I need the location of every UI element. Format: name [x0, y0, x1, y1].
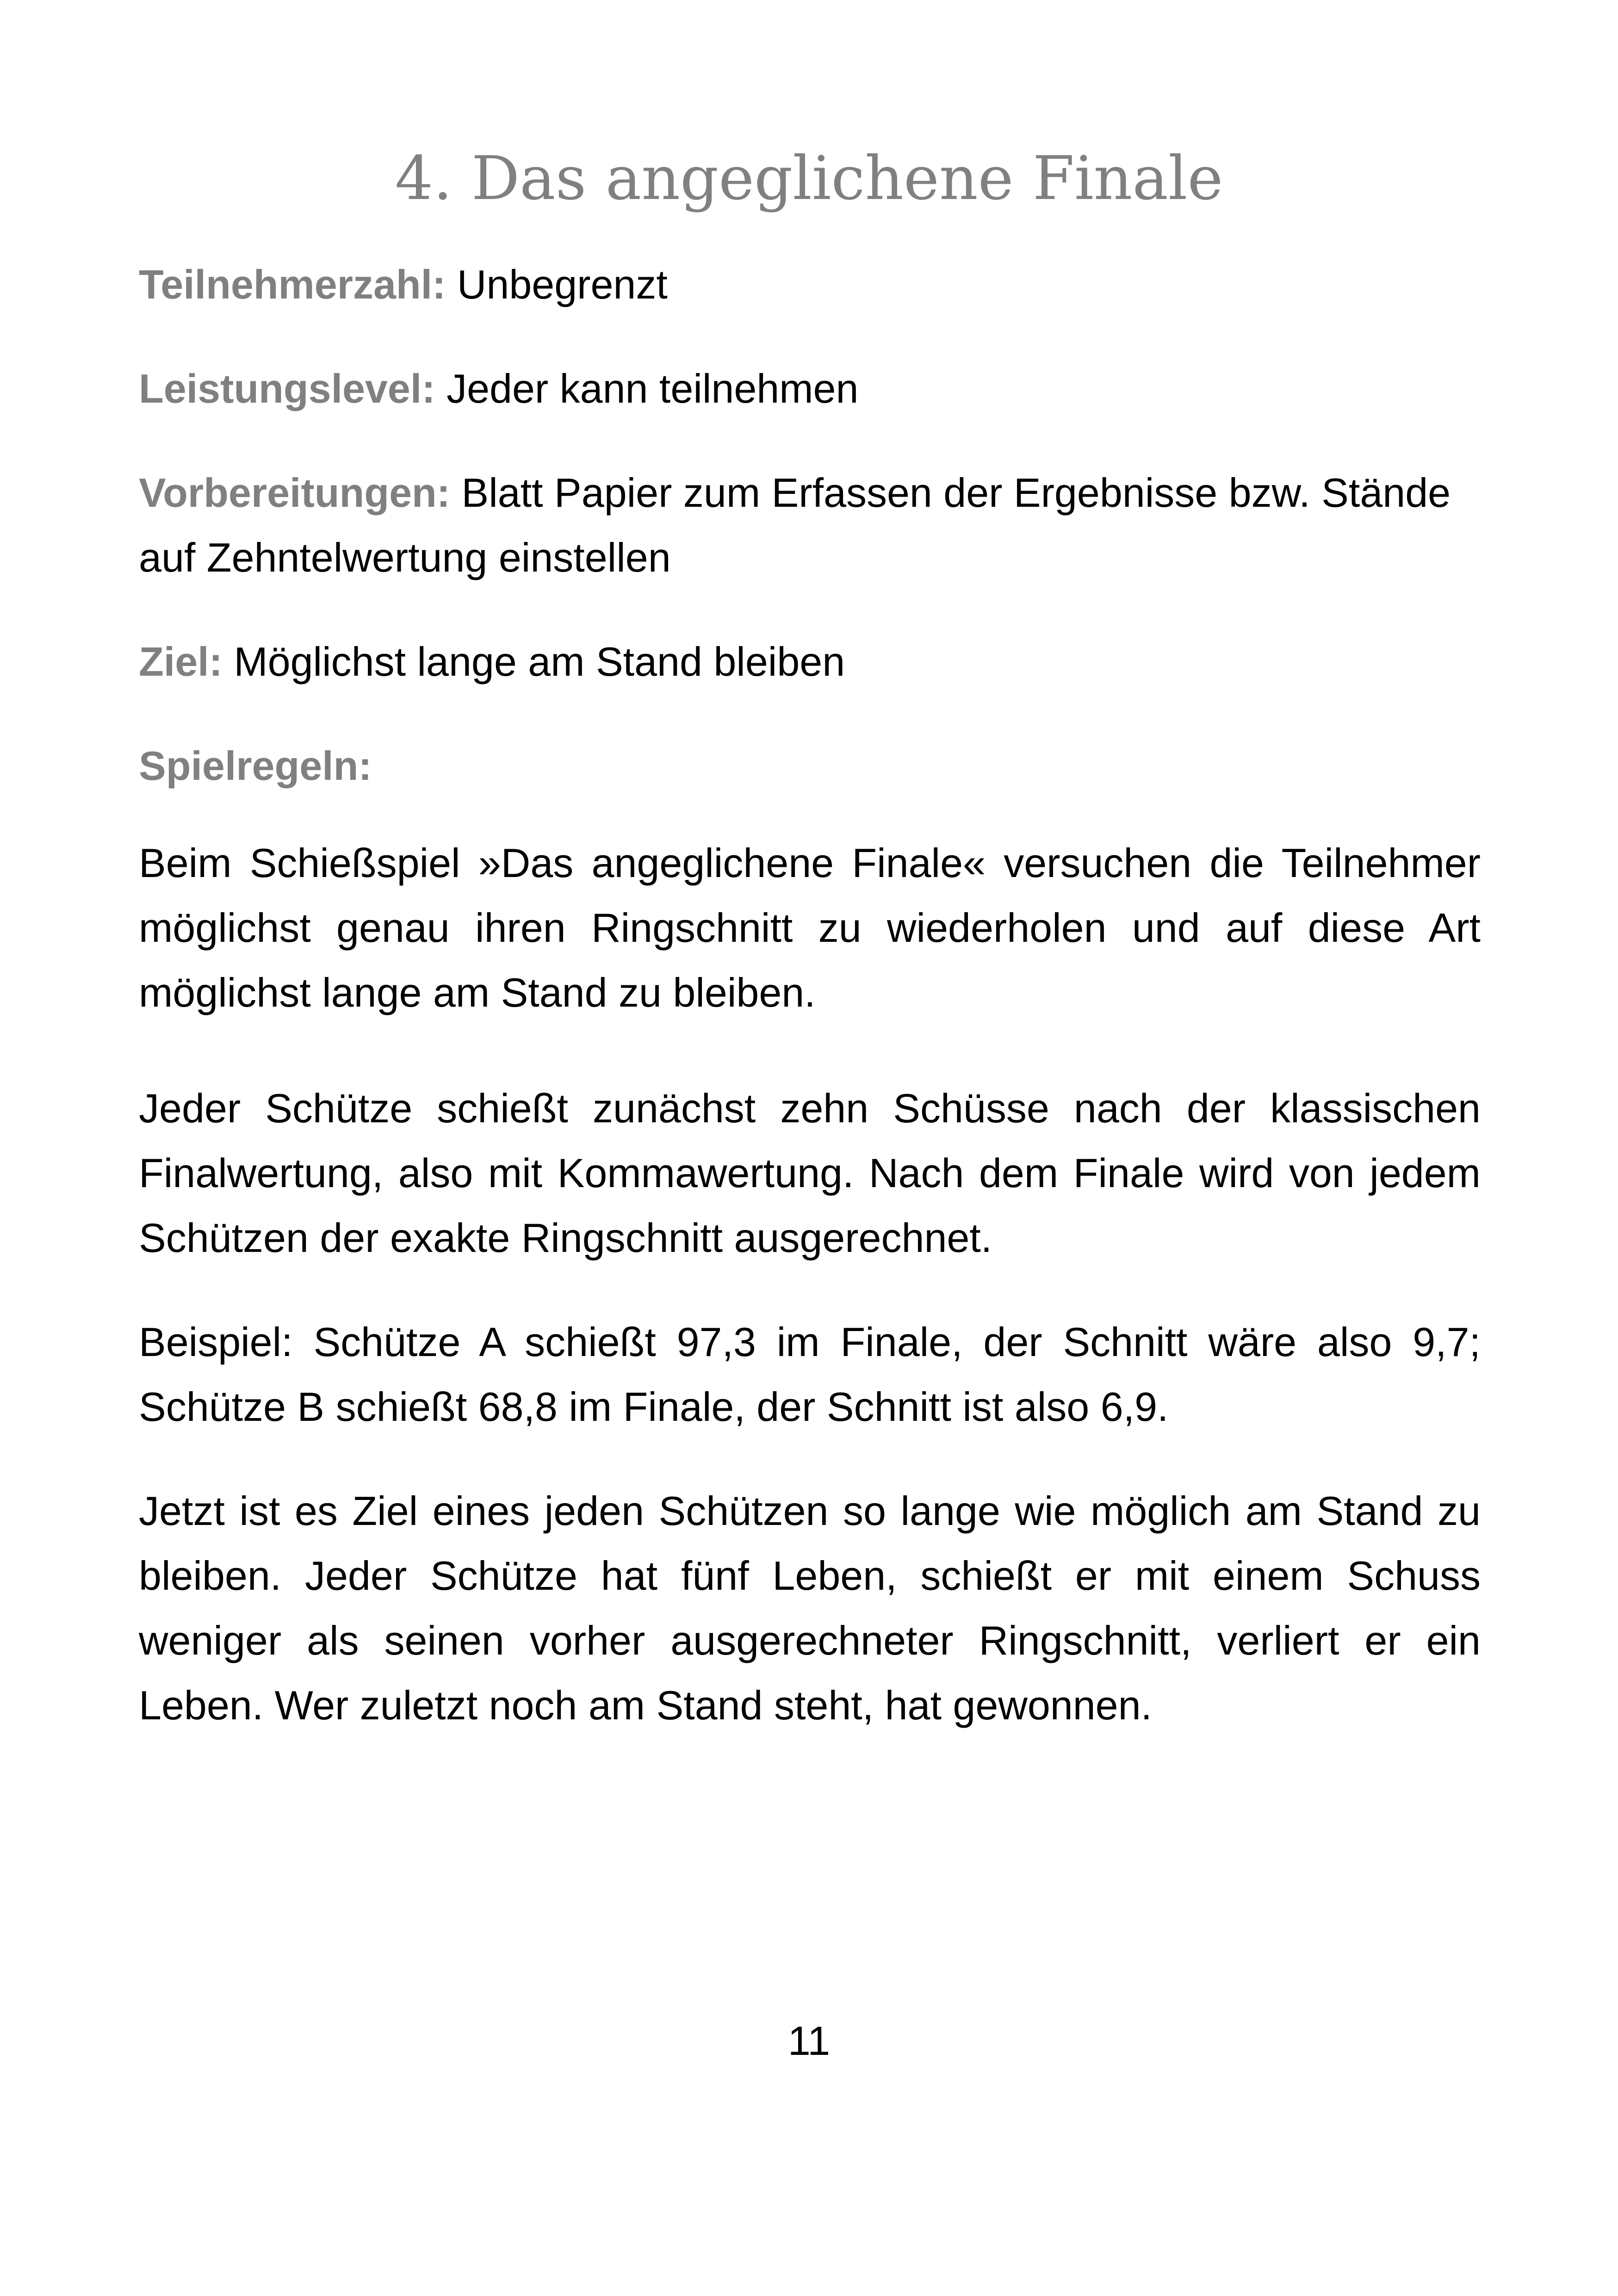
rules-label: Spielregeln: — [139, 743, 372, 789]
rules-paragraph: Jeder Schütze schießt zunächst zehn Schüsse nach der klassischen Finalwertung, also mit Kommawertung. Nach dem Finale wird von jedem Schützen der exakte Ringschnitt ausgerechnet. — [139, 1085, 1481, 1261]
field-label: Vorbereitungen: — [139, 470, 451, 516]
rules-paragraph: Jetzt ist es Ziel eines jeden Schützen so lange wie möglich am Stand zu bleiben. Jeder Schütze hat fünf Leben, schießt er mit einem Schuss weniger als seinen vorher ausgerechneter Ringschnitt, verliert er ein Leben. Wer zuletzt noch am Stand steht, hat gewonnen. — [139, 1488, 1481, 1728]
field-value: Blatt Papier zum Erfassen der Ergebnisse bzw. Stände auf Zehntelwertung einstellen — [139, 470, 1451, 580]
field-goal — [139, 629, 1481, 694]
field-label: Leistungslevel: — [139, 366, 435, 411]
field-label: Ziel: — [139, 639, 223, 684]
field-preparations — [139, 460, 1481, 590]
field-performance-level — [139, 356, 1481, 421]
field-value: Unbegrenzt — [457, 261, 668, 307]
page-number: 11 — [787, 2018, 831, 2064]
page-content — [139, 252, 1481, 1738]
field-label: Teilnehmerzahl: — [139, 261, 446, 307]
field-value: Möglichst lange am Stand bleiben — [234, 639, 845, 684]
page-title: 4. Das angeglichene Finale — [395, 143, 1223, 213]
field-participants — [139, 252, 1481, 317]
field-rules — [139, 734, 1481, 798]
rules-paragraph: Beim Schießspiel »Das angeglichene Finale« versuchen die Teilnehmer möglichst genau ihren Ringschnitt zu wiederholen und auf diese Art möglichst lange am Stand zu bleiben. — [139, 840, 1481, 1015]
field-value: Jeder kann teilnehmen — [446, 366, 859, 411]
example-paragraph: Beispiel: Schütze A schießt 97,3 im Finale, der Schnitt wäre also 9,7; Schütze B schießt 68,8 im Finale, der Schnitt ist also 6,9. — [139, 1319, 1481, 1430]
